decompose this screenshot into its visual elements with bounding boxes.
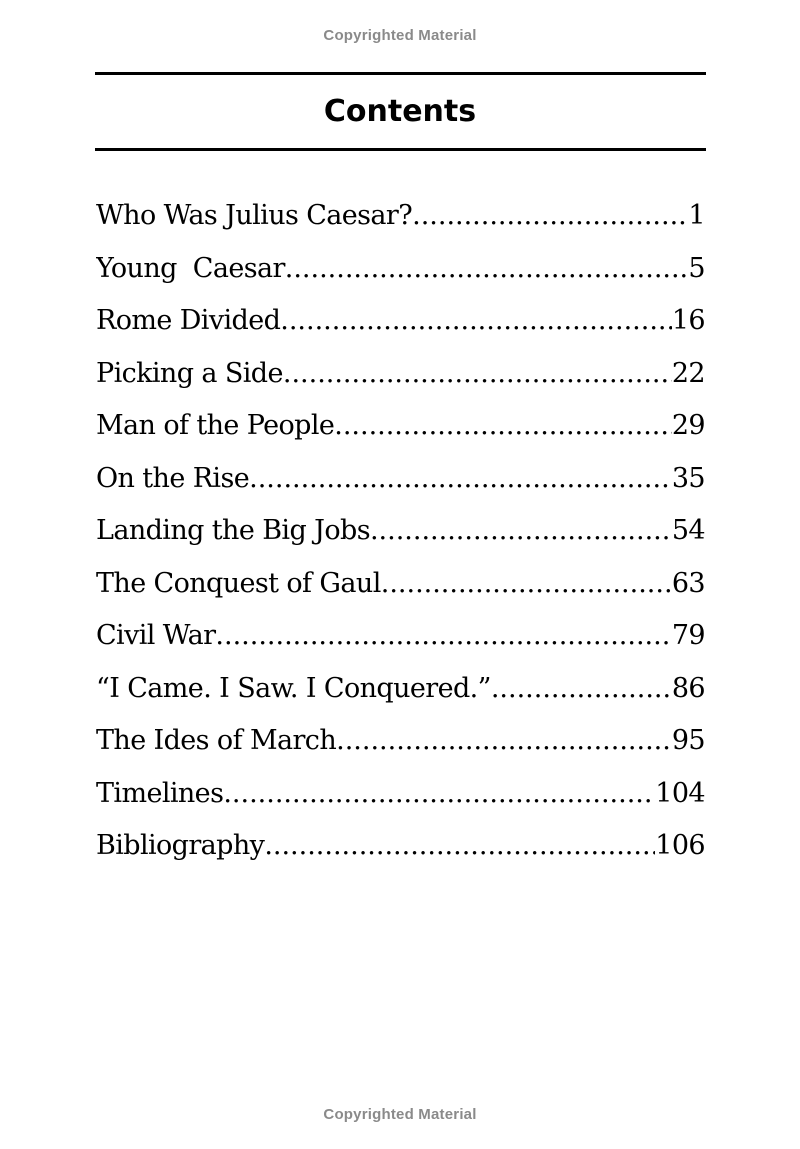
page-title: Contents: [323, 94, 477, 129]
heading-rule-bottom: [95, 148, 706, 151]
toc-entry-title: On the Rise: [96, 462, 250, 494]
copyright-watermark-bottom: Copyrighted Material: [323, 1106, 477, 1123]
toc-entry-page: 22: [671, 357, 705, 389]
toc-leader-dots: [334, 400, 672, 452]
toc-leader-dots: [412, 190, 688, 242]
toc-entry: [96, 663, 705, 716]
toc-entry-title: Who Was Julius Caesar?: [96, 200, 413, 231]
toc-entry-page: 29: [671, 410, 705, 441]
toc-entry: [96, 243, 705, 296]
toc-entry-title: The Ides of March: [96, 725, 337, 756]
toc-entry: [96, 453, 705, 506]
toc-entry-page: 35: [671, 462, 705, 494]
toc-entry: [96, 295, 705, 348]
toc-entry-page: 54: [671, 515, 705, 546]
copyright-watermark-top: Copyrighted Material: [323, 27, 477, 44]
toc-entry-title: Picking a Side: [96, 357, 283, 389]
toc-leader-dots: [285, 243, 689, 295]
toc-leader-dots: [215, 610, 671, 662]
toc-entry-page: 16: [671, 305, 705, 336]
toc-entry-page: 86: [671, 672, 705, 704]
toc-leader-dots: [336, 715, 672, 767]
toc-entry-page: 79: [671, 620, 705, 651]
toc-entry: [96, 400, 705, 453]
toc-entry-page: 95: [671, 725, 705, 756]
toc-entry-page: 104: [655, 777, 705, 809]
toc-entry: [96, 505, 705, 558]
toc-leader-dots: [491, 663, 672, 715]
toc-entry-title: Bibliography: [96, 830, 265, 861]
toc-entry: [96, 190, 705, 243]
toc-entry-title: Timelines: [96, 777, 224, 809]
toc-entry: [96, 558, 705, 611]
toc-entry: [96, 610, 705, 663]
toc-entry-page: 63: [671, 567, 705, 599]
table-of-contents: [96, 190, 705, 873]
toc-leader-dots: [264, 820, 655, 872]
toc-entry-title: Man of the People: [96, 410, 335, 441]
toc-entry-page: 5: [688, 252, 705, 284]
heading-rule-top: [95, 72, 706, 75]
toc-entry: [96, 715, 705, 768]
toc-entry: [96, 820, 705, 873]
toc-leader-dots: [249, 453, 672, 505]
toc-entry-title: The Conquest of Gaul: [96, 567, 381, 599]
toc-entry-title: Landing the Big Jobs: [96, 515, 370, 546]
toc-leader-dots: [280, 295, 672, 347]
toc-entry: [96, 348, 705, 401]
toc-entry-page: 1: [688, 200, 705, 231]
toc-leader-dots: [283, 348, 672, 400]
toc-leader-dots: [370, 505, 672, 557]
toc-entry-title: Rome Divided: [96, 305, 281, 336]
toc-leader-dots: [223, 768, 655, 820]
toc-entry-page: 106: [655, 830, 705, 861]
toc-leader-dots: [381, 558, 672, 610]
toc-entry-title: “I Came. I Saw. I Conquered.”: [96, 672, 491, 704]
toc-entry: [96, 768, 705, 821]
toc-entry-title: Civil War: [96, 620, 216, 651]
toc-entry-title: Young Caesar: [96, 252, 285, 284]
